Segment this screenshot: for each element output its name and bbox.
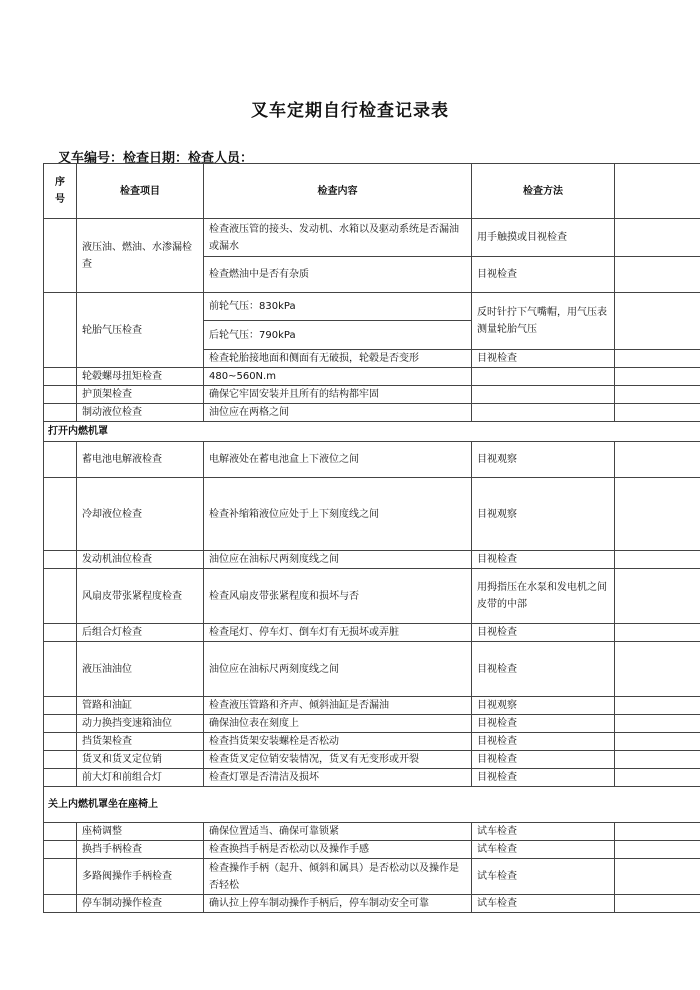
seq-cell bbox=[44, 642, 77, 697]
content-subcell: 后轮气压：790kPa bbox=[204, 320, 471, 349]
blank-cell bbox=[615, 293, 700, 350]
table-row bbox=[44, 715, 700, 733]
form-meta-line: 叉车编号：检查日期：检查人员： bbox=[58, 151, 254, 166]
blank-cell bbox=[615, 642, 700, 697]
item-cell: 前大灯和前组合灯 bbox=[77, 769, 204, 787]
method-cell: 目视检查 bbox=[472, 751, 615, 769]
content-subcell: 前轮气压：830kPa bbox=[209, 301, 296, 312]
content-cell: 检查换挡手柄是否松动以及操作手感 bbox=[204, 841, 472, 859]
item-cell: 轮胎气压检查 bbox=[77, 293, 204, 368]
table-row bbox=[44, 478, 700, 551]
seq-cell bbox=[44, 442, 77, 478]
table-row bbox=[44, 293, 700, 350]
table-row bbox=[44, 219, 700, 257]
blank-cell bbox=[615, 841, 700, 859]
seq-cell bbox=[44, 368, 77, 386]
seq-cell bbox=[44, 697, 77, 715]
seq-cell bbox=[44, 386, 77, 404]
item-cell: 护顶架检查 bbox=[77, 386, 204, 404]
page-title: 叉车定期自行检查记录表 bbox=[251, 101, 449, 121]
item-cell: 冷却液位检查 bbox=[77, 478, 204, 551]
content-cell: 油位应在油标尺两刻度线之间 bbox=[204, 642, 472, 697]
table-row bbox=[44, 569, 700, 624]
table-row bbox=[44, 733, 700, 751]
method-cell bbox=[472, 404, 615, 422]
section-heading: 打开内燃机罩 bbox=[44, 422, 700, 442]
table-row bbox=[44, 624, 700, 642]
blank-cell bbox=[615, 219, 700, 257]
seq-cell bbox=[44, 823, 77, 841]
table-row bbox=[44, 551, 700, 569]
blank-cell bbox=[615, 404, 700, 422]
table-row bbox=[44, 841, 700, 859]
item-cell: 发动机油位检查 bbox=[77, 551, 204, 569]
table-row bbox=[44, 859, 700, 895]
item-cell: 管路和油缸 bbox=[77, 697, 204, 715]
table-row bbox=[44, 769, 700, 787]
method-cell: 用拇指压在水泵和发电机之间皮带的中部 bbox=[472, 569, 615, 624]
method-cell: 目视检查 bbox=[472, 624, 615, 642]
blank-cell bbox=[615, 624, 700, 642]
item-cell: 制动液位检查 bbox=[77, 404, 204, 422]
content-cell: 检查液压管的接头、发动机、水箱以及驱动系统是否漏油或漏水 bbox=[204, 219, 472, 257]
content-cell: 检查挡货架安装螺栓是否松动 bbox=[204, 733, 472, 751]
seq-cell bbox=[44, 551, 77, 569]
content-cell: 480~560N.m bbox=[204, 368, 472, 386]
seq-cell bbox=[44, 895, 77, 913]
content-cell: 检查轮胎接地面和侧面有无破损，轮毂是否变形 bbox=[204, 350, 472, 368]
section-row bbox=[44, 422, 700, 442]
item-cell: 座椅调整 bbox=[77, 823, 204, 841]
method-cell: 目视检查 bbox=[472, 769, 615, 787]
seq-cell bbox=[44, 733, 77, 751]
seq-cell bbox=[44, 751, 77, 769]
blank-cell bbox=[615, 257, 700, 293]
table-row bbox=[44, 751, 700, 769]
method-cell: 目视检查 bbox=[472, 350, 615, 368]
header-item: 检查项目 bbox=[77, 164, 204, 219]
table-row bbox=[44, 386, 700, 404]
blank-cell bbox=[615, 823, 700, 841]
item-cell: 后组合灯检查 bbox=[77, 624, 204, 642]
blank-cell bbox=[615, 769, 700, 787]
content-cell: 电解液处在蓄电池盒上下液位之间 bbox=[204, 442, 472, 478]
blank-cell bbox=[615, 386, 700, 404]
header-method: 检查方法 bbox=[472, 164, 615, 219]
seq-cell bbox=[44, 478, 77, 551]
content-cell-stack bbox=[204, 293, 472, 350]
item-cell: 挡货架检查 bbox=[77, 733, 204, 751]
seq-cell bbox=[44, 219, 77, 293]
blank-cell bbox=[615, 697, 700, 715]
blank-cell bbox=[615, 715, 700, 733]
method-cell: 目视观察 bbox=[472, 697, 615, 715]
item-cell: 换挡手柄检查 bbox=[77, 841, 204, 859]
blank-cell bbox=[615, 551, 700, 569]
seq-cell bbox=[44, 841, 77, 859]
method-cell: 试车检查 bbox=[472, 823, 615, 841]
seq-cell bbox=[44, 859, 77, 895]
method-cell: 目视观察 bbox=[472, 478, 615, 551]
table-row bbox=[44, 642, 700, 697]
item-cell: 轮毂螺母扭矩检查 bbox=[77, 368, 204, 386]
seq-cell bbox=[44, 769, 77, 787]
method-cell: 试车检查 bbox=[472, 841, 615, 859]
seq-cell bbox=[44, 293, 77, 368]
table-row bbox=[44, 823, 700, 841]
table-row bbox=[44, 404, 700, 422]
content-cell: 检查补缩箱液位应处于上下刻度线之间 bbox=[204, 478, 472, 551]
method-cell: 目视检查 bbox=[472, 551, 615, 569]
table-row bbox=[44, 442, 700, 478]
method-cell: 反时针拧下气嘴帽，用气压表测量轮胎气压 bbox=[472, 293, 615, 350]
blank-cell bbox=[615, 895, 700, 913]
item-cell: 动力换挡变速箱油位 bbox=[77, 715, 204, 733]
blank-cell bbox=[615, 569, 700, 624]
method-cell: 用手触摸或目视检查 bbox=[472, 219, 615, 257]
blank-cell bbox=[615, 859, 700, 895]
section-heading: 关上内燃机罩坐在座椅上 bbox=[44, 787, 700, 823]
seq-cell bbox=[44, 404, 77, 422]
item-cell: 液压油、燃油、水渗漏检查 bbox=[77, 219, 204, 293]
inspection-table bbox=[43, 163, 700, 913]
content-cell: 油位应在两格之间 bbox=[204, 404, 472, 422]
content-cell: 检查燃油中是否有杂质 bbox=[204, 257, 472, 293]
item-cell: 液压油油位 bbox=[77, 642, 204, 697]
item-cell: 多路阀操作手柄检查 bbox=[77, 859, 204, 895]
method-cell: 目视检查 bbox=[472, 715, 615, 733]
table-header-row bbox=[44, 164, 700, 219]
content-cell: 确保它牢固安装并且所有的结构都牢固 bbox=[204, 386, 472, 404]
method-cell: 目视观察 bbox=[472, 442, 615, 478]
method-cell: 试车检查 bbox=[472, 859, 615, 895]
item-cell: 蓄电池电解液检查 bbox=[77, 442, 204, 478]
table-row bbox=[44, 697, 700, 715]
blank-cell bbox=[615, 350, 700, 368]
item-cell: 停车制动操作检查 bbox=[77, 895, 204, 913]
method-cell: 目视检查 bbox=[472, 733, 615, 751]
blank-cell bbox=[615, 368, 700, 386]
blank-cell bbox=[615, 751, 700, 769]
content-cell: 检查操作手柄（起升、倾斜和属具）是否松动以及操作是否轻松 bbox=[204, 859, 472, 895]
method-cell bbox=[472, 368, 615, 386]
header-seq: 序号 bbox=[44, 164, 77, 219]
content-cell: 检查液压管路和齐声、倾斜油缸是否漏油 bbox=[204, 697, 472, 715]
blank-cell bbox=[615, 478, 700, 551]
blank-cell bbox=[615, 442, 700, 478]
content-cell: 油位应在油标尺两刻度线之间 bbox=[204, 551, 472, 569]
content-cell: 检查风扇皮带张紧程度和损坏与否 bbox=[204, 569, 472, 624]
content-cell: 检查尾灯、停车灯、倒车灯有无损坏或弄脏 bbox=[204, 624, 472, 642]
content-cell: 确保油位表在刻度上 bbox=[204, 715, 472, 733]
method-cell: 试车检查 bbox=[472, 895, 615, 913]
blank-cell bbox=[615, 733, 700, 751]
method-cell bbox=[472, 386, 615, 404]
header-blank bbox=[615, 164, 700, 219]
table-row bbox=[44, 895, 700, 913]
seq-cell bbox=[44, 569, 77, 624]
item-cell: 货叉和货叉定位销 bbox=[77, 751, 204, 769]
method-cell: 目视检查 bbox=[472, 642, 615, 697]
table-row bbox=[44, 368, 700, 386]
content-cell: 确保位置适当、确保可靠锁紧 bbox=[204, 823, 472, 841]
content-cell: 检查灯罩是否清洁及损坏 bbox=[204, 769, 472, 787]
content-cell: 确认拉上停车制动操作手柄后，停车制动安全可靠 bbox=[204, 895, 472, 913]
method-cell: 目视检查 bbox=[472, 257, 615, 293]
section-row bbox=[44, 787, 700, 823]
seq-cell bbox=[44, 624, 77, 642]
item-cell: 风扇皮带张紧程度检查 bbox=[77, 569, 204, 624]
header-content: 检查内容 bbox=[204, 164, 472, 219]
seq-cell bbox=[44, 715, 77, 733]
content-cell: 检查货叉定位销安装情况，货叉有无变形或开裂 bbox=[204, 751, 472, 769]
